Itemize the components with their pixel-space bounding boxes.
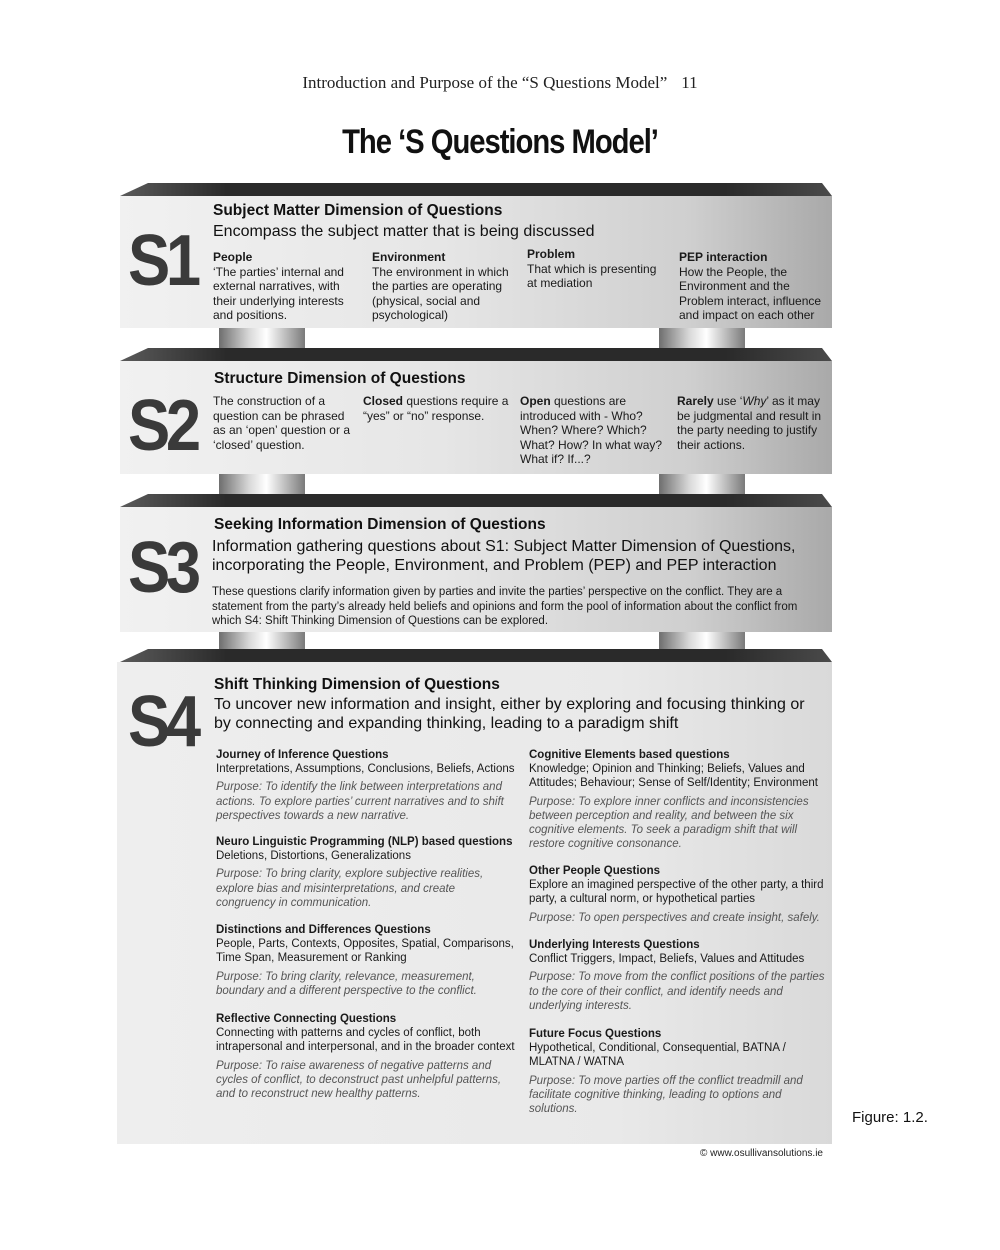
s2-label: S2 [128,386,197,466]
column-heading: Environment [372,250,446,264]
s2-column-closed [363,394,511,423]
s4-item-distinctions [216,923,516,998]
s4-title: Shift Thinking Dimension of Questions [214,676,500,693]
s4-item-other-people [529,864,829,925]
s4-subtitle: To uncover new information and insight, either by exploring and focusing thinking or by connecting and expanding thinking, leading to a paradigm shift [214,696,805,732]
s4-item-reflective-connecting [216,1012,516,1101]
item-heading: Journey of Inference Questions [216,749,389,761]
s2-column-construction: The construction of a question can be phrased as an ‘open’ question or a ‘closed’ question. [213,394,350,452]
s1-column-problem [527,247,667,291]
s3-body: These questions clarify information given by parties and invite the parties’ perspective on the conflict. They are a statement from the party’s already held beliefs and opinions and form the pool of information about the conflict from which S4: Shift Thinking Dimension of Questions can be explored. [212,586,798,627]
item-heading: Cognitive Elements based questions [529,749,730,761]
s1-slab-top [120,183,832,196]
s4-label: S4 [128,682,197,762]
s4-slab-top [120,649,832,662]
running-title: Introduction and Purpose of the “S Questions Model” [302,73,668,92]
s2-slab-top [120,348,832,361]
item-heading: Neuro Linguistic Programming (NLP) based questions [216,836,513,848]
s1-subtitle: Encompass the subject matter that is being discussed [213,223,595,240]
closed-text: questions require a “yes” or “no” response. [363,394,509,423]
figure-caption: Figure: 1.2. [852,1109,928,1126]
s4-item-nlp [216,835,516,910]
s2-title: Structure Dimension of Questions [214,370,466,387]
s1-label: S1 [128,221,197,301]
item-body: Explore an imagined perspective of the other party, a third party, a cultural norm, or hypothetical parties [529,879,824,906]
s3-label: S3 [128,528,197,608]
item-purpose: Purpose: To open perspectives and create insight, safely. [529,911,820,924]
item-heading: Underlying Interests Questions [529,939,700,951]
s4-item-future-focus [529,1027,829,1116]
column-heading: People [213,250,253,264]
closed-term: Closed [363,394,404,408]
why-text: ’ as it may be judgmental and result in the party needing to justify their actions. [677,394,822,452]
item-body: Hypothetical, Conditional, Consequential, BATNA / MLATNA / WATNA [529,1042,786,1069]
s3-slab-top [120,494,832,507]
page-title: The ‘S Questions Model’ [342,123,658,161]
item-body: Connecting with patterns and cycles of conflict, both intrapersonal and interpersonal, and in the broader context [216,1027,515,1054]
s1-column-people [213,250,353,323]
page-number: 11 [681,73,698,92]
s4-item-underlying-interests [529,938,829,1013]
s1-column-environment [372,250,517,323]
open-term: Open [520,394,551,408]
s1-column-pep-interaction [679,250,827,323]
item-heading: Reflective Connecting Questions [216,1013,397,1025]
item-purpose: Purpose: To identify the link between interpretations and actions. To explore parties’ current narratives and to shift perspectives towards a new narrative. [216,781,504,822]
s2-column-open [520,394,668,467]
item-heading: Future Focus Questions [529,1028,662,1040]
item-heading: Distinctions and Differences Questions [216,924,431,936]
s1-title: Subject Matter Dimension of Questions [213,202,503,219]
item-body: People, Parts, Contexts, Opposites, Spatial, Comparisons, Time Span, Measurement or Ranking [216,938,514,965]
column-text: The environment in which the parties are operating (physical, social and psychological) [372,264,509,322]
item-purpose: Purpose: To bring clarity, relevance, measurement, boundary and a different perspective to the conflict. [216,970,477,997]
column-text: That which is presenting at mediation [527,261,657,290]
open-text: questions are introduced with - Who? When? Where? Which? What? How? In what way? What if? If...? [520,394,663,466]
s2-column-why [677,394,827,452]
rarely-term: Rarely [677,394,714,408]
item-heading: Other People Questions [529,865,660,877]
column-text: ‘The parties’ internal and external narratives, with their underlying interests and positions. [213,264,344,322]
item-purpose: Purpose: To explore inner conflicts and inconsistencies between perception and reality, and between the six cognitive elements. To seek a paradigm shift that will restore cognitive consonance. [529,795,809,851]
column-text: How the People, the Environment and the Problem interact, influence and impact on each other [679,264,822,322]
item-purpose: Purpose: To move parties off the conflict treadmill and facilitate cognitive thinking, leading to options and solutions. [529,1074,803,1116]
item-purpose: Purpose: To move from the conflict positions of the parties to the core of their conflict, and identify needs and underlying interests. [529,971,825,1012]
s4-item-cognitive-elements [529,748,829,851]
why-text-pre: use ‘ [713,394,743,408]
copyright: © www.osullivansolutions.ie [700,1148,823,1159]
item-body: Interpretations, Assumptions, Conclusions, Beliefs, Actions [216,763,515,776]
s3-title: Seeking Information Dimension of Questions [214,516,546,533]
item-body: Deletions, Distortions, Generalizations [216,850,411,863]
s4-item-journey-of-inference [216,748,516,823]
item-purpose: Purpose: To raise awareness of negative patterns and cycles of conflict, to deconstruct past unhelpful patterns, and to reconstruct new healthy patterns. [216,1059,502,1101]
why-term: Why [742,394,767,408]
item-body: Knowledge; Opinion and Thinking; Beliefs, Values and Attitudes; Behaviour; Sense of Self/Identity; Environment [529,763,818,790]
column-heading: Problem [527,247,576,261]
item-body: Conflict Triggers, Impact, Beliefs, Values and Attitudes [529,953,805,966]
s3-subtitle: Information gathering questions about S1: Subject Matter Dimension of Questions, incorporating the People, Environment, and Problem (PEP) and PEP interaction [212,538,796,574]
column-heading: PEP interaction [679,250,768,264]
item-purpose: Purpose: To bring clarity, explore subjective realities, explore bias and misinterpretations, and create congruency in communication. [216,868,484,909]
